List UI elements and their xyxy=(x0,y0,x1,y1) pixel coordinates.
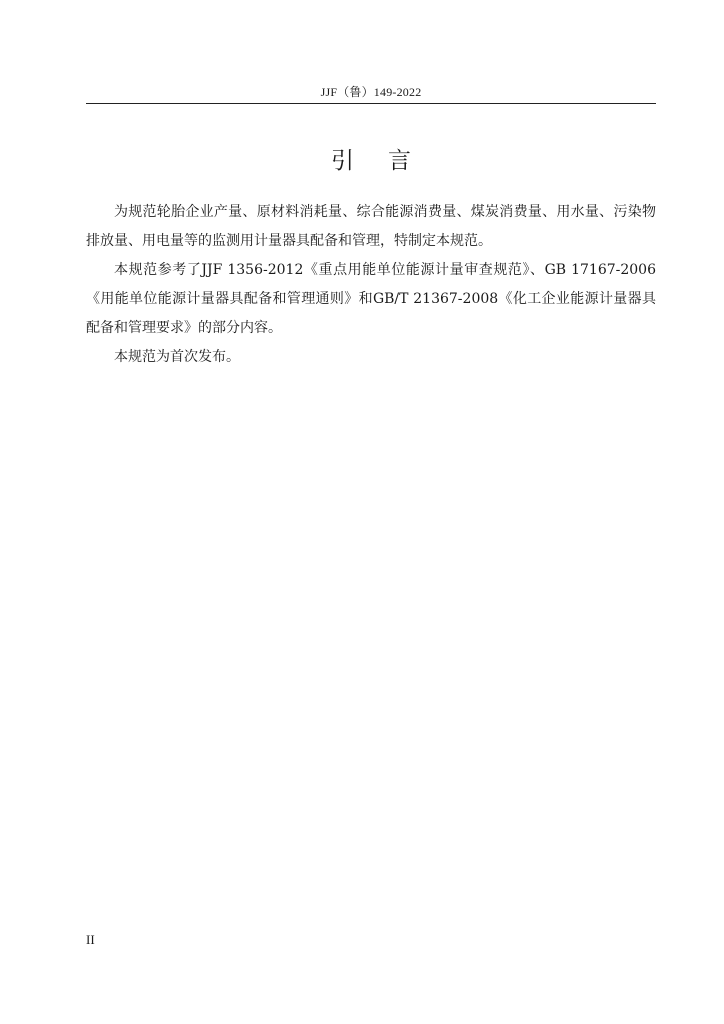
section-title: 引言 xyxy=(331,148,445,174)
running-header: JJF（鲁）149-2022 xyxy=(320,85,422,99)
paragraph-1: 为规范轮胎企业产量、原材料消耗量、综合能源消费量、煤炭消费量、用水量、污染物排放量、用电量等的监测用计量器具配备和管理，特制定本规范。 xyxy=(86,204,656,249)
body-text xyxy=(86,198,656,372)
paragraph-2: 本规范参考了JJF 1356-2012《重点用能单位能源计量审查规范》、GB 17167-2006《用能单位能源计量器具配备和管理通则》和GB/T 21367-2008《化工企业能源计量器具配备和管理要求》的部分内容。 xyxy=(86,262,656,336)
paragraph-3: 本规范为首次发布。 xyxy=(114,349,240,365)
page-number: II xyxy=(86,932,95,947)
header-rule xyxy=(86,103,656,104)
